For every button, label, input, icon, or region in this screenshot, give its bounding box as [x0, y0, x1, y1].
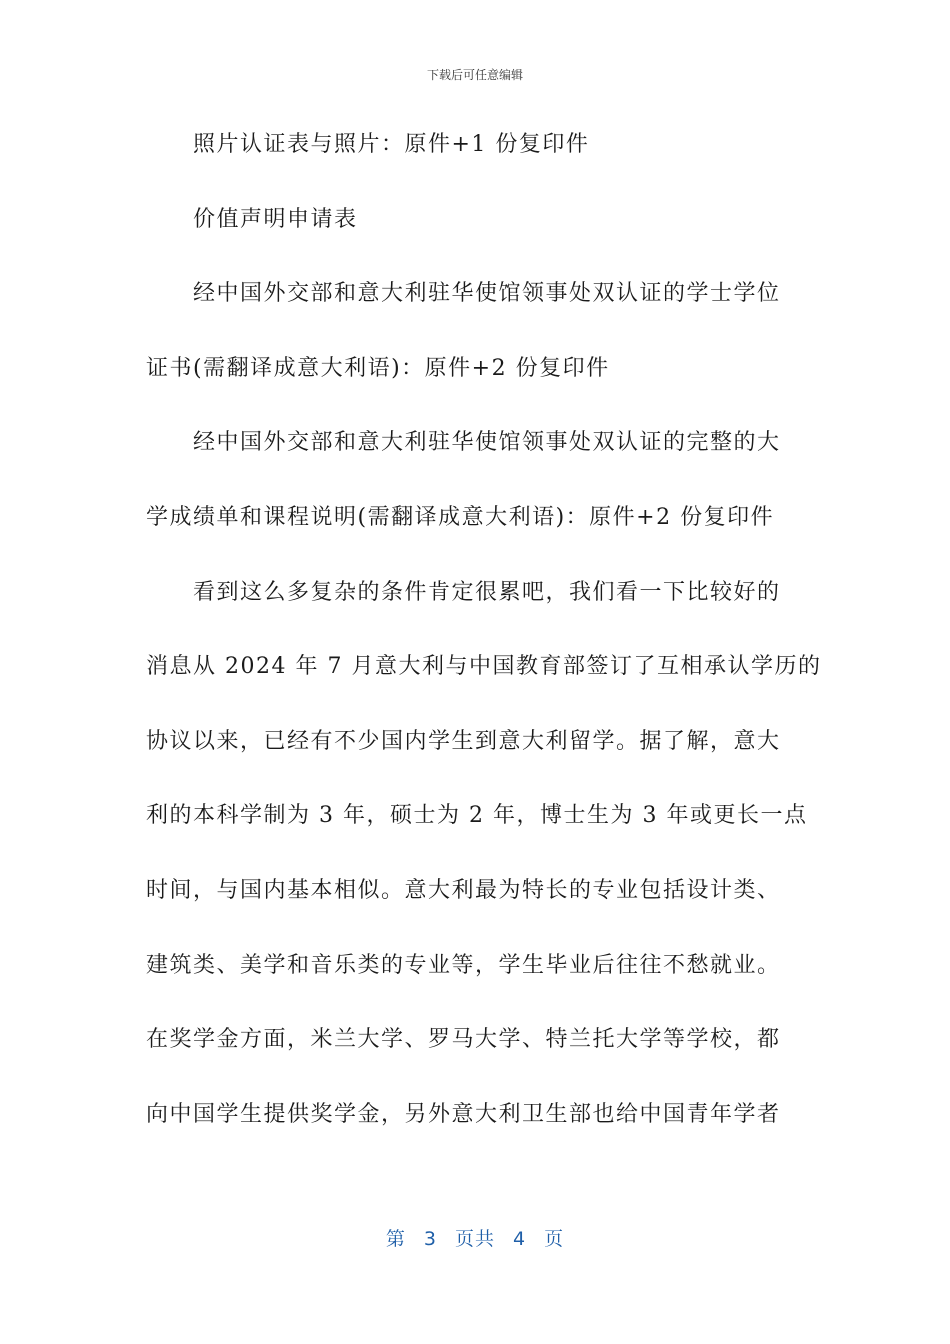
text-line: 建筑类、美学和音乐类的专业等，学生毕业后往往不愁就业。 [146, 952, 781, 978]
current-page-number: 3 [423, 1228, 437, 1250]
text-line: 价值声明申请表 [193, 206, 358, 232]
page-prefix: 第 [385, 1228, 406, 1250]
text-line: 在奖学金方面，米兰大学、罗马大学、特兰托大学等学校，都 [146, 1027, 781, 1053]
text-line: 向中国学生提供奖学金，另外意大利卫生部也给中国青年学者 [146, 1101, 781, 1127]
text-line: 证书(需翻译成意大利语)：原件+2 份复印件 [146, 355, 610, 381]
document-body [146, 118, 822, 1162]
page-footer [0, 1224, 950, 1251]
text-line: 照片认证表与照片：原件+1 份复印件 [193, 132, 590, 157]
total-pages-number: 4 [513, 1228, 527, 1250]
text-line: 时间，与国内基本相似。意大利最为特长的专业包括设计类、 [146, 877, 781, 903]
text-line: 利的本科学制为 3 年，硕士为 2 年，博士生为 3 年或更长一点 [146, 803, 808, 829]
page-middle: 页共 [454, 1228, 495, 1250]
text-line: 协议以来，已经有不少国内学生到意大利留学。据了解，意大 [146, 728, 781, 754]
page-suffix: 页 [544, 1228, 565, 1250]
text-line: 学成绩单和课程说明(需翻译成意大利语)：原件+2 份复印件 [146, 504, 775, 530]
header-note: 下载后可任意编辑 [426, 68, 523, 82]
text-line: 经中国外交部和意大利驻华使馆领事处双认证的学士学位 [193, 281, 781, 307]
text-line: 看到这么多复杂的条件肯定很累吧，我们看一下比较好的 [193, 579, 781, 605]
text-line: 经中国外交部和意大利驻华使馆领事处双认证的完整的大 [193, 430, 781, 456]
text-line: 消息从 2024 年 7 月意大利与中国教育部签订了互相承认学历的 [146, 654, 822, 680]
